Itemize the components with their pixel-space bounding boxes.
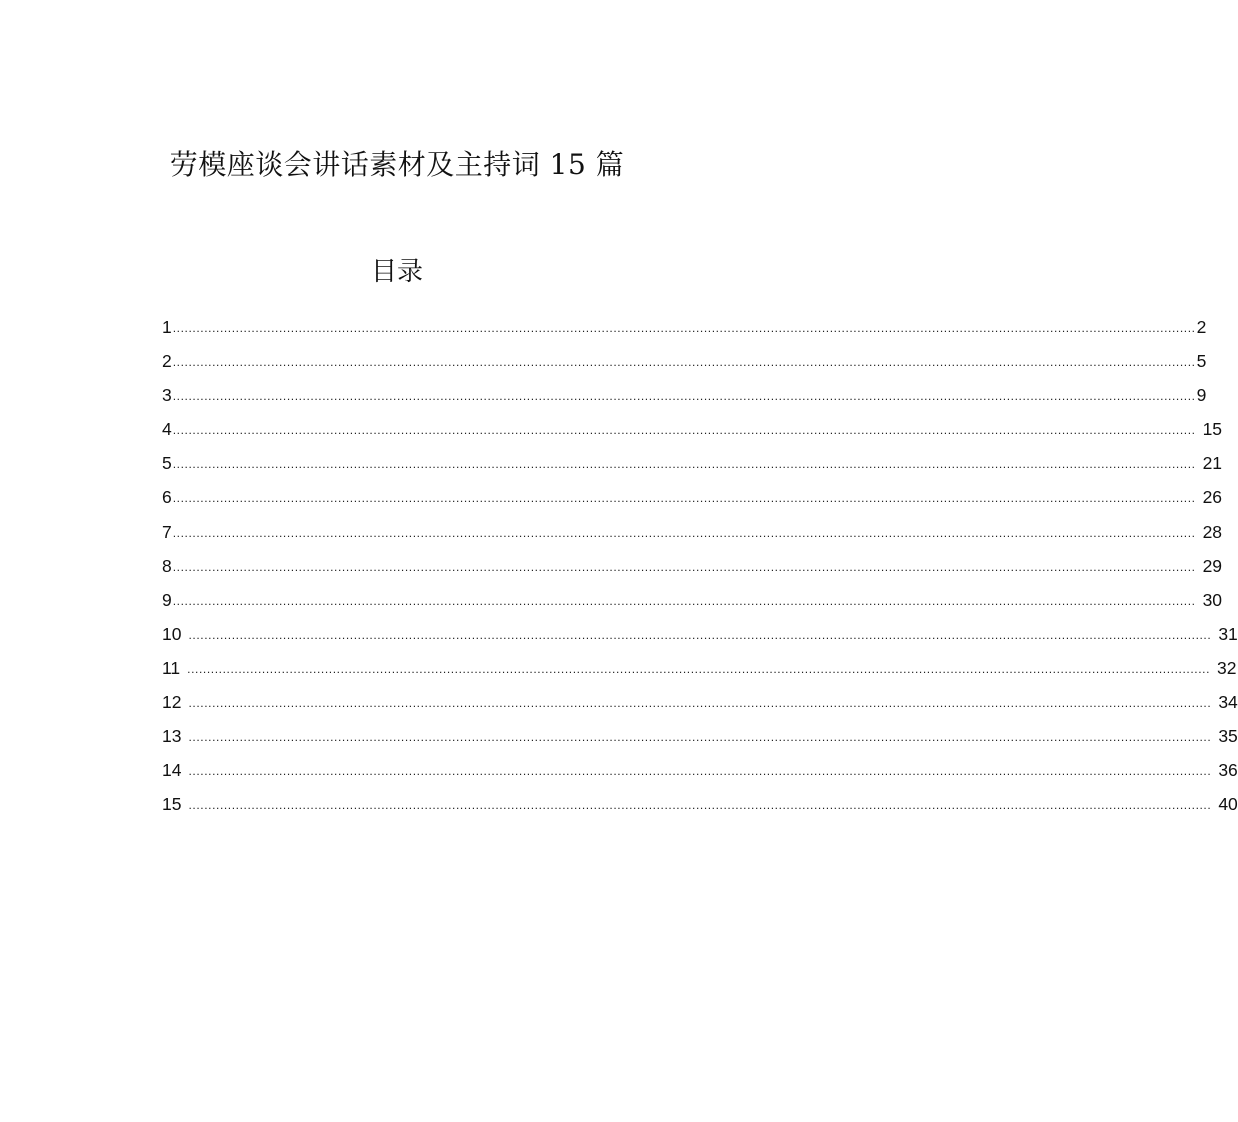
toc-dot-leader: .................................................................................................................................................................................................................................................................... [172,355,1196,370]
toc-entry-number: 14 [162,760,182,781]
toc-entry-page-number: 36 [1218,760,1238,781]
toc-entry-number: 11 [162,657,181,678]
toc-dot-leader: .................................................................................................................................................................................................................................................................... [172,321,1196,335]
toc-dot-leader: .................................................................................................................................................................................................................................................................... [172,525,1196,540]
toc-entry-page-number: 2 [1196,317,1207,337]
toc-entry-number: 5 [162,453,172,474]
toc-entry-4[interactable] [162,415,1223,449]
toc-dot-leader: .................................................................................................................................................................................................................................................................... [187,661,1211,676]
toc-entry-number: 6 [162,487,172,508]
toc-entry-number: 15 [162,794,182,815]
toc-entry-page-number: 9 [1196,385,1207,406]
toc-entry-page-number: 40 [1218,794,1238,815]
toc-entry-page-number: 34 [1218,692,1238,713]
toc-dot-leader: .................................................................................................................................................................................................................................................................... [172,559,1196,574]
toc-dot-leader: .................................................................................................................................................................................................................................................................... [172,423,1196,438]
toc-entry-page-number: 21 [1202,453,1223,474]
toc-entry-3[interactable] [162,381,1207,415]
toc-entry-number: 2 [162,351,172,372]
toc-entry-page-number: 26 [1202,487,1223,508]
toc-entry-8[interactable] [162,552,1223,586]
toc-entry-number: 7 [162,521,172,542]
toc-entry-page-number: 5 [1196,351,1207,372]
toc-entry-page-number: 28 [1202,521,1223,542]
toc-entry-page-number: 30 [1202,589,1223,610]
toc-entry-number: 1 [162,317,172,337]
toc-entry-1[interactable] [162,313,1207,347]
toc-entry-number: 8 [162,555,172,576]
toc-entry-11[interactable] [162,654,1237,688]
toc-entry-number: 4 [162,419,172,440]
toc-entry-6[interactable] [162,483,1223,517]
toc-dot-leader: .................................................................................................................................................................................................................................................................... [188,798,1212,813]
toc-dot-leader: .................................................................................................................................................................................................................................................................... [172,389,1196,404]
table-of-contents [162,313,1238,824]
toc-entry-page-number: 29 [1202,555,1223,576]
toc-dot-leader: .................................................................................................................................................................................................................................................................... [188,627,1212,642]
toc-dot-leader: .................................................................................................................................................................................................................................................................... [172,457,1196,472]
toc-entry-13[interactable] [162,722,1238,756]
toc-dot-leader: .................................................................................................................................................................................................................................................................... [188,730,1212,745]
toc-entry-number: 3 [162,385,172,406]
toc-dot-leader: .................................................................................................................................................................................................................................................................... [172,491,1196,506]
toc-entry-number: 10 [162,623,182,644]
toc-heading: 目录 [370,257,423,287]
toc-entry-number: 9 [162,589,172,610]
toc-entry-number: 13 [162,726,182,747]
toc-entry-2[interactable] [162,347,1207,381]
toc-entry-number: 12 [162,692,182,713]
toc-entry-page-number: 15 [1202,419,1223,440]
toc-dot-leader: .................................................................................................................................................................................................................................................................... [172,593,1196,608]
toc-entry-9[interactable] [162,586,1223,620]
toc-entry-5[interactable] [162,449,1223,483]
toc-entry-10[interactable] [162,620,1238,654]
toc-entry-12[interactable] [162,688,1238,722]
toc-entry-7[interactable] [162,518,1223,552]
document-title: 劳模座谈会讲话素材及主持词 15 篇 [169,148,625,181]
toc-entry-page-number: 35 [1218,726,1238,747]
toc-entry-page-number: 31 [1218,623,1238,644]
toc-entry-15[interactable] [162,790,1238,824]
toc-entry-14[interactable] [162,756,1238,790]
toc-dot-leader: .................................................................................................................................................................................................................................................................... [188,696,1212,711]
toc-entry-page-number: 32 [1217,657,1237,678]
toc-dot-leader: .................................................................................................................................................................................................................................................................... [188,764,1212,779]
